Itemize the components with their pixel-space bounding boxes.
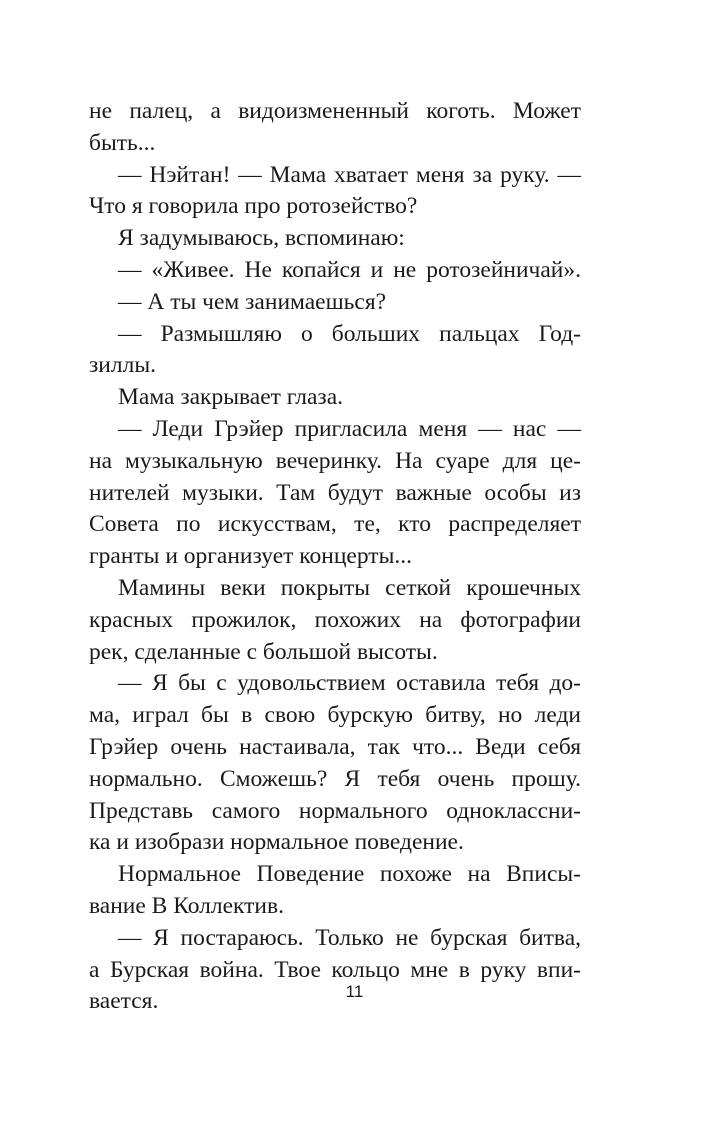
text-line: — Леди Грэйер пригласила меня — нас — [118,415,581,442]
text-line: вается. [89,988,159,1015]
text-line: — Я постараюсь. Только не бурская битва, [118,924,581,951]
text-line: Нормальное Поведение похоже на Вписы- [118,861,581,888]
text-line: — «Живее. Не копайся и не ротозейничай». [118,256,581,283]
text-line: нителей музыки. Там будут важные особы из [89,479,581,506]
text-line: ка и изобрази нормальное поведение. [89,829,464,856]
text-line: Грэйер очень настаивала, так что... Веди себя [89,733,581,760]
text-line: Мамины веки покрыты сеткой крошечных [118,574,581,601]
text-line: а Бурская война. Твое кольцо мне в руку впи- [89,956,581,983]
body-text [89,96,581,1018]
text-line: рек, сделанные с большой высоты. [89,638,438,665]
text-line: нормально. Сможешь? Я тебя очень прошу. [89,765,581,792]
text-line: Что я говорила про ротозейство? [89,193,418,220]
text-line: на музыкальную вечеринку. На суаре для це- [89,447,581,474]
text-line: — Нэйтан! — Мама хватает меня за руку. — [118,161,581,188]
text-line: — А ты чем занимаешься? [118,288,387,315]
text-line: Совета по искусствам, те, кто распределяет [89,511,581,538]
text-line: Мама закрывает глаза. [118,384,343,411]
text-line: ма, играл бы в свою бурскую битву, но леди [89,702,581,729]
text-line: гранты и организует концерты... [89,543,412,570]
text-line: зиллы. [89,352,156,379]
page-number: 11 [345,982,364,1001]
text-line: — Размышляю о больших пальцах Год- [118,320,581,347]
text-line: Я задумываюсь, вспоминаю: [118,225,405,252]
text-line: быть... [89,129,156,156]
text-line: — Я бы с удовольствием оставила тебя до- [118,670,581,697]
text-line: Представь самого нормального одноклассни- [89,797,581,824]
text-line: красных прожилок, похожих на фотографии [89,606,581,633]
text-line: не палец, а видоизмененный коготь. Может [89,98,581,124]
text-line: вание В Коллектив. [89,892,284,919]
